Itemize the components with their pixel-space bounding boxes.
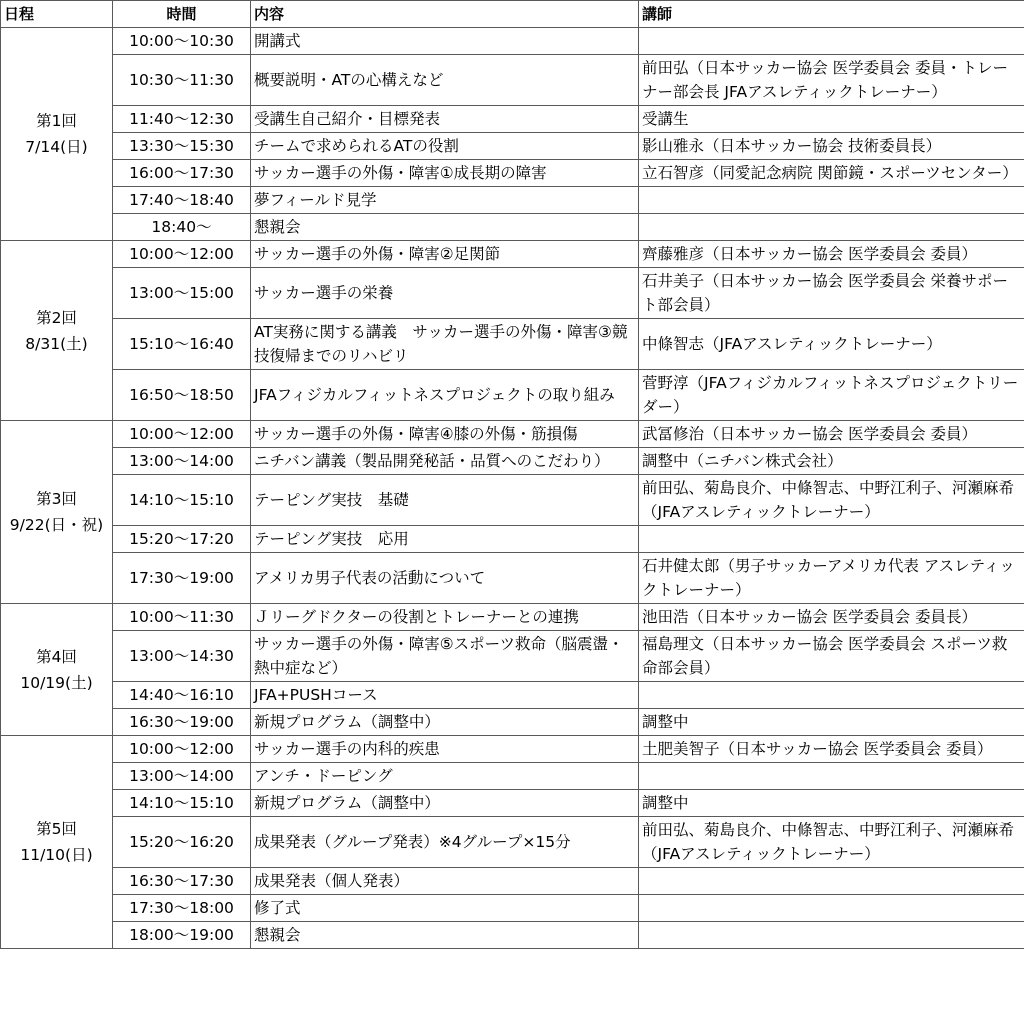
table-row bbox=[1, 187, 1024, 214]
lecturer-cell bbox=[639, 763, 1024, 790]
time-cell: 15:10〜16:40 bbox=[113, 319, 251, 370]
session-name: 第2回 bbox=[36, 308, 77, 327]
lecturer-cell: 立石智彦（同愛記念病院 関節鏡・スポーツセンター） bbox=[639, 160, 1024, 187]
table-row bbox=[1, 268, 1024, 319]
content-cell: アンチ・ドーピング bbox=[251, 763, 639, 790]
table-row bbox=[1, 763, 1024, 790]
lecturer-cell: 受講生 bbox=[639, 106, 1024, 133]
content-cell: 概要説明・ATの心構えなど bbox=[251, 55, 639, 106]
table-row bbox=[1, 370, 1024, 421]
time-cell: 10:30〜11:30 bbox=[113, 55, 251, 106]
content-cell: 開講式 bbox=[251, 28, 639, 55]
table-row bbox=[1, 241, 1024, 268]
lecturer-cell: 前田弘、菊島良介、中條智志、中野江利子、河瀬麻希（JFAアスレティックトレーナー） bbox=[639, 817, 1024, 868]
table-row bbox=[1, 106, 1024, 133]
session-cell bbox=[1, 241, 113, 421]
table-row bbox=[1, 895, 1024, 922]
content-cell: サッカー選手の外傷・障害②足関節 bbox=[251, 241, 639, 268]
time-cell: 13:00〜14:00 bbox=[113, 448, 251, 475]
time-cell: 13:00〜14:30 bbox=[113, 631, 251, 682]
content-cell: 修了式 bbox=[251, 895, 639, 922]
table-row bbox=[1, 133, 1024, 160]
header-day: 日程 bbox=[1, 1, 113, 28]
session-date: 7/14(日) bbox=[25, 138, 88, 156]
lecturer-cell: 石井健太郎（男子サッカーアメリカ代表 アスレティックトレーナー） bbox=[639, 553, 1024, 604]
table-row bbox=[1, 55, 1024, 106]
content-cell: Ｊリーグドクターの役割とトレーナーとの連携 bbox=[251, 604, 639, 631]
session-name: 第4回 bbox=[36, 647, 77, 666]
lecturer-cell: 武冨修治（日本サッカー協会 医学委員会 委員） bbox=[639, 421, 1024, 448]
time-cell: 13:00〜14:00 bbox=[113, 763, 251, 790]
time-cell: 17:30〜19:00 bbox=[113, 553, 251, 604]
lecturer-cell: 調整中 bbox=[639, 790, 1024, 817]
table-row bbox=[1, 319, 1024, 370]
lecturer-cell bbox=[639, 526, 1024, 553]
table-row bbox=[1, 682, 1024, 709]
header-row bbox=[1, 1, 1024, 28]
content-cell: 夢フィールド見学 bbox=[251, 187, 639, 214]
time-cell: 10:00〜10:30 bbox=[113, 28, 251, 55]
time-cell: 14:10〜15:10 bbox=[113, 790, 251, 817]
content-cell: サッカー選手の内科的疾患 bbox=[251, 736, 639, 763]
lecturer-cell: 中條智志（JFAアスレティックトレーナー） bbox=[639, 319, 1024, 370]
time-cell: 14:40〜16:10 bbox=[113, 682, 251, 709]
lecturer-cell: 調整中 bbox=[639, 709, 1024, 736]
session-date: 11/10(日) bbox=[20, 846, 93, 864]
lecturer-cell: 石井美子（日本サッカー協会 医学委員会 栄養サポート部会員） bbox=[639, 268, 1024, 319]
content-cell: JFAフィジカルフィットネスプロジェクトの取り組み bbox=[251, 370, 639, 421]
lecturer-cell bbox=[639, 895, 1024, 922]
content-cell: 受講生自己紹介・目標発表 bbox=[251, 106, 639, 133]
content-cell: サッカー選手の外傷・障害④膝の外傷・筋損傷 bbox=[251, 421, 639, 448]
content-cell: 成果発表（グループ発表）※4グループ×15分 bbox=[251, 817, 639, 868]
content-cell: JFA+PUSHコース bbox=[251, 682, 639, 709]
content-cell: テーピング実技 基礎 bbox=[251, 475, 639, 526]
content-cell: 懇親会 bbox=[251, 922, 639, 949]
session-cell bbox=[1, 604, 113, 736]
lecturer-cell bbox=[639, 214, 1024, 241]
content-cell: チームで求められるATの役割 bbox=[251, 133, 639, 160]
table-row bbox=[1, 475, 1024, 526]
lecturer-cell: 調整中（ニチバン株式会社） bbox=[639, 448, 1024, 475]
table-row bbox=[1, 160, 1024, 187]
time-cell: 15:20〜17:20 bbox=[113, 526, 251, 553]
session-name: 第1回 bbox=[36, 112, 77, 130]
session-cell bbox=[1, 28, 113, 241]
time-cell: 16:30〜19:00 bbox=[113, 709, 251, 736]
time-cell: 13:30〜15:30 bbox=[113, 133, 251, 160]
header-lecturer: 講師 bbox=[639, 1, 1024, 28]
table-row bbox=[1, 421, 1024, 448]
lecturer-cell bbox=[639, 187, 1024, 214]
table-row bbox=[1, 868, 1024, 895]
session-cell bbox=[1, 736, 113, 949]
table-row bbox=[1, 709, 1024, 736]
content-cell: 成果発表（個人発表） bbox=[251, 868, 639, 895]
time-cell: 17:30〜18:00 bbox=[113, 895, 251, 922]
header-content: 内容 bbox=[251, 1, 639, 28]
table-row bbox=[1, 553, 1024, 604]
lecturer-cell bbox=[639, 868, 1024, 895]
session-cell bbox=[1, 421, 113, 604]
lecturer-cell: 齊藤雅彦（日本サッカー協会 医学委員会 委員） bbox=[639, 241, 1024, 268]
time-cell: 10:00〜12:00 bbox=[113, 241, 251, 268]
session-date: 8/31(土) bbox=[25, 334, 88, 353]
time-cell: 10:00〜11:30 bbox=[113, 604, 251, 631]
lecturer-cell: 前田弘（日本サッカー協会 医学委員会 委員・トレーナー部会長 JFAアスレティックトレーナー） bbox=[639, 55, 1024, 106]
time-cell: 10:00〜12:00 bbox=[113, 736, 251, 763]
table-row bbox=[1, 604, 1024, 631]
time-cell: 16:00〜17:30 bbox=[113, 160, 251, 187]
time-cell: 11:40〜12:30 bbox=[113, 106, 251, 133]
session-date: 10/19(土) bbox=[20, 673, 93, 692]
session-date: 9/22(日・祝) bbox=[9, 516, 104, 534]
lecturer-cell bbox=[639, 28, 1024, 55]
lecturer-cell: 前田弘、菊島良介、中條智志、中野江利子、河瀬麻希（JFAアスレティックトレーナー） bbox=[639, 475, 1024, 526]
schedule-body bbox=[1, 28, 1024, 949]
time-cell: 18:00〜19:00 bbox=[113, 922, 251, 949]
lecturer-cell bbox=[639, 682, 1024, 709]
content-cell: サッカー選手の栄養 bbox=[251, 268, 639, 319]
time-cell: 10:00〜12:00 bbox=[113, 421, 251, 448]
content-cell: 新規プログラム（調整中） bbox=[251, 790, 639, 817]
table-row bbox=[1, 214, 1024, 241]
table-row bbox=[1, 526, 1024, 553]
time-cell: 16:30〜17:30 bbox=[113, 868, 251, 895]
table-row bbox=[1, 790, 1024, 817]
time-cell: 16:50〜18:50 bbox=[113, 370, 251, 421]
time-cell: 14:10〜15:10 bbox=[113, 475, 251, 526]
time-cell: 17:40〜18:40 bbox=[113, 187, 251, 214]
lecturer-cell: 影山雅永（日本サッカー協会 技術委員長） bbox=[639, 133, 1024, 160]
content-cell: サッカー選手の外傷・障害①成長期の障害 bbox=[251, 160, 639, 187]
lecturer-cell: 菅野淳（JFAフィジカルフィットネスプロジェクトリーダー） bbox=[639, 370, 1024, 421]
session-name: 第5回 bbox=[36, 820, 77, 838]
time-cell: 18:40〜 bbox=[113, 214, 251, 241]
content-cell: アメリカ男子代表の活動について bbox=[251, 553, 639, 604]
table-row bbox=[1, 28, 1024, 55]
time-cell: 15:20〜16:20 bbox=[113, 817, 251, 868]
table-row bbox=[1, 922, 1024, 949]
lecturer-cell: 池田浩（日本サッカー協会 医学委員会 委員長） bbox=[639, 604, 1024, 631]
content-cell: ニチバン講義（製品開発秘話・品質へのこだわり） bbox=[251, 448, 639, 475]
session-name: 第3回 bbox=[36, 490, 77, 508]
table-row bbox=[1, 631, 1024, 682]
lecturer-cell: 福島理文（日本サッカー協会 医学委員会 スポーツ救命部会員） bbox=[639, 631, 1024, 682]
time-cell: 13:00〜15:00 bbox=[113, 268, 251, 319]
table-row bbox=[1, 817, 1024, 868]
content-cell: テーピング実技 応用 bbox=[251, 526, 639, 553]
content-cell: サッカー選手の外傷・障害⑤スポーツ救命（脳震盪・熱中症など） bbox=[251, 631, 639, 682]
lecturer-cell: 土肥美智子（日本サッカー協会 医学委員会 委員） bbox=[639, 736, 1024, 763]
table-row bbox=[1, 448, 1024, 475]
content-cell: 懇親会 bbox=[251, 214, 639, 241]
content-cell: 新規プログラム（調整中） bbox=[251, 709, 639, 736]
content-cell: AT実務に関する講義 サッカー選手の外傷・障害③競技復帰までのリハビリ bbox=[251, 319, 639, 370]
header-time: 時間 bbox=[113, 1, 251, 28]
table-row bbox=[1, 736, 1024, 763]
lecturer-cell bbox=[639, 922, 1024, 949]
